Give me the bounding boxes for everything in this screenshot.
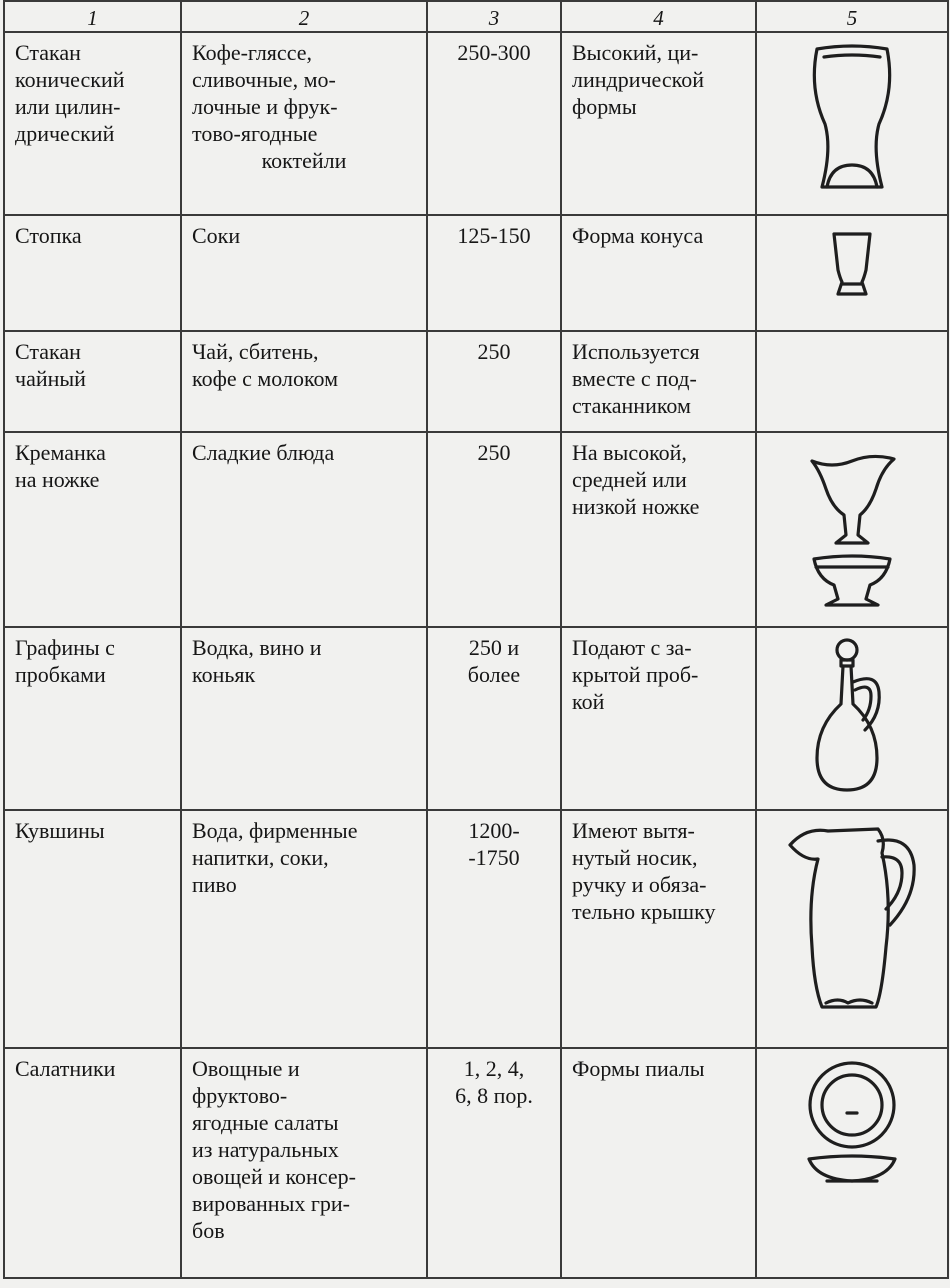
text-line: Водка, вино и	[192, 635, 322, 660]
text-line: Графины с	[15, 635, 115, 660]
text-line: -1750	[468, 845, 520, 870]
text-line: Креманка	[15, 440, 106, 465]
text-line: вместе с под-	[572, 366, 697, 391]
description-cell	[561, 32, 756, 215]
image-cell	[756, 432, 948, 627]
text-line: 250-300	[457, 40, 531, 65]
purpose-cell	[181, 32, 427, 215]
text-line: напитки, соки,	[192, 845, 329, 870]
item-name-cell	[4, 1048, 181, 1278]
text-line: Высокий, ци-	[572, 40, 699, 65]
item-name-cell	[4, 432, 181, 627]
text-line: лочные и фрук-	[192, 94, 338, 119]
table-row	[4, 215, 948, 331]
jug-icon	[782, 817, 922, 1017]
purpose-cell	[181, 432, 427, 627]
header-col-5: 5	[756, 1, 948, 32]
text-line: крытой проб-	[572, 662, 699, 687]
text-line: бов	[192, 1218, 225, 1243]
decanter-icon	[807, 634, 897, 804]
shot-glass-icon	[822, 222, 882, 302]
volume-cell	[427, 215, 561, 331]
header-col-3: 3	[427, 1, 561, 32]
text-line: 250	[477, 440, 511, 465]
image-cell	[756, 1048, 948, 1278]
description-cell	[561, 810, 756, 1048]
text-line: пробками	[15, 662, 106, 687]
text-line: нутый носик,	[572, 845, 698, 870]
text-line: низкой ножке	[572, 494, 700, 519]
text-line: пиво	[192, 872, 237, 897]
description-cell	[561, 1048, 756, 1278]
text-line: на ножке	[15, 467, 100, 492]
text-line: вированных гри-	[192, 1191, 350, 1216]
description-cell	[561, 432, 756, 627]
text-line: ручку и обяза-	[572, 872, 707, 897]
text-line: ягодные салаты	[192, 1110, 339, 1135]
text-line: Форма конуса	[572, 223, 704, 248]
description-cell	[561, 215, 756, 331]
volume-cell	[427, 331, 561, 432]
text-line: Сладкие блюда	[192, 440, 335, 465]
text-line: Стопка	[15, 223, 82, 248]
image-cell	[756, 32, 948, 215]
purpose-cell	[181, 627, 427, 810]
text-line: чайный	[15, 366, 86, 391]
text-line: коньяк	[192, 662, 256, 687]
text-line: 250 и	[468, 635, 520, 660]
header-col-2: 2	[181, 1, 427, 32]
description-cell	[561, 331, 756, 432]
text-line: Стакан	[15, 339, 81, 364]
volume-cell	[427, 32, 561, 215]
table-row	[4, 331, 948, 432]
table-row	[4, 1048, 948, 1278]
text-line: конический	[15, 67, 125, 92]
dessert-bowl-icon	[802, 439, 902, 619]
image-cell	[756, 331, 948, 432]
text-line: 1, 2, 4,	[463, 1056, 525, 1081]
text-line: Имеют вытя-	[572, 818, 695, 843]
volume-cell	[427, 810, 561, 1048]
text-line: 250	[477, 339, 511, 364]
purpose-cell	[181, 1048, 427, 1278]
text-line: или цилин-	[15, 94, 121, 119]
image-cell	[756, 810, 948, 1048]
purpose-cell	[181, 810, 427, 1048]
text-line: Салатники	[15, 1056, 116, 1081]
header-col-4: 4	[561, 1, 756, 32]
text-line: Кофе-гляссе,	[192, 40, 312, 65]
text-line: 125-150	[457, 223, 531, 248]
item-name-cell	[4, 627, 181, 810]
text-line: средней или	[572, 467, 687, 492]
table-row	[4, 32, 948, 215]
image-cell	[756, 627, 948, 810]
text-line: более	[467, 662, 521, 687]
text-line: из натуральных	[192, 1137, 339, 1162]
tall-glass-icon	[797, 39, 907, 199]
text-line: сливочные, мо-	[192, 67, 336, 92]
text-line: овощей и консер-	[192, 1164, 356, 1189]
text-line: кофе с молоком	[192, 366, 339, 391]
text-line: Соки	[192, 223, 241, 248]
text-line: линдрической	[572, 67, 704, 92]
volume-cell	[427, 627, 561, 810]
text-line: коктейли	[261, 148, 347, 173]
glassware-table	[3, 0, 949, 1279]
header-row	[4, 1, 948, 32]
text-line: 1200-	[468, 818, 520, 843]
text-line: На высокой,	[572, 440, 687, 465]
table-row	[4, 627, 948, 810]
text-line: Овощные и	[192, 1056, 300, 1081]
volume-cell	[427, 1048, 561, 1278]
purpose-cell	[181, 331, 427, 432]
text-line: тово-ягодные	[192, 121, 318, 146]
text-line: 6, 8 пор.	[455, 1083, 533, 1108]
item-name-cell	[4, 32, 181, 215]
purpose-cell	[181, 215, 427, 331]
table-row	[4, 432, 948, 627]
image-cell	[756, 215, 948, 331]
text-line: Кувшины	[15, 818, 105, 843]
salad-bowl-icon	[797, 1055, 907, 1195]
text-line: дрический	[15, 121, 115, 146]
text-line: Используется	[572, 339, 700, 364]
volume-cell	[427, 432, 561, 627]
item-name-cell	[4, 331, 181, 432]
header-col-1: 1	[4, 1, 181, 32]
table-row	[4, 810, 948, 1048]
text-line: фруктово-	[192, 1083, 288, 1108]
text-line: стаканником	[572, 393, 691, 418]
text-line: формы	[572, 94, 637, 119]
text-line: Вода, фирменные	[192, 818, 358, 843]
text-line: Стакан	[15, 40, 81, 65]
text-line: Формы пиалы	[572, 1056, 705, 1081]
item-name-cell	[4, 215, 181, 331]
text-line: тельно крышку	[572, 899, 716, 924]
item-name-cell	[4, 810, 181, 1048]
text-line: Чай, сбитень,	[192, 339, 319, 364]
text-line: кой	[572, 689, 605, 714]
description-cell	[561, 627, 756, 810]
text-line: Подают с за-	[572, 635, 692, 660]
